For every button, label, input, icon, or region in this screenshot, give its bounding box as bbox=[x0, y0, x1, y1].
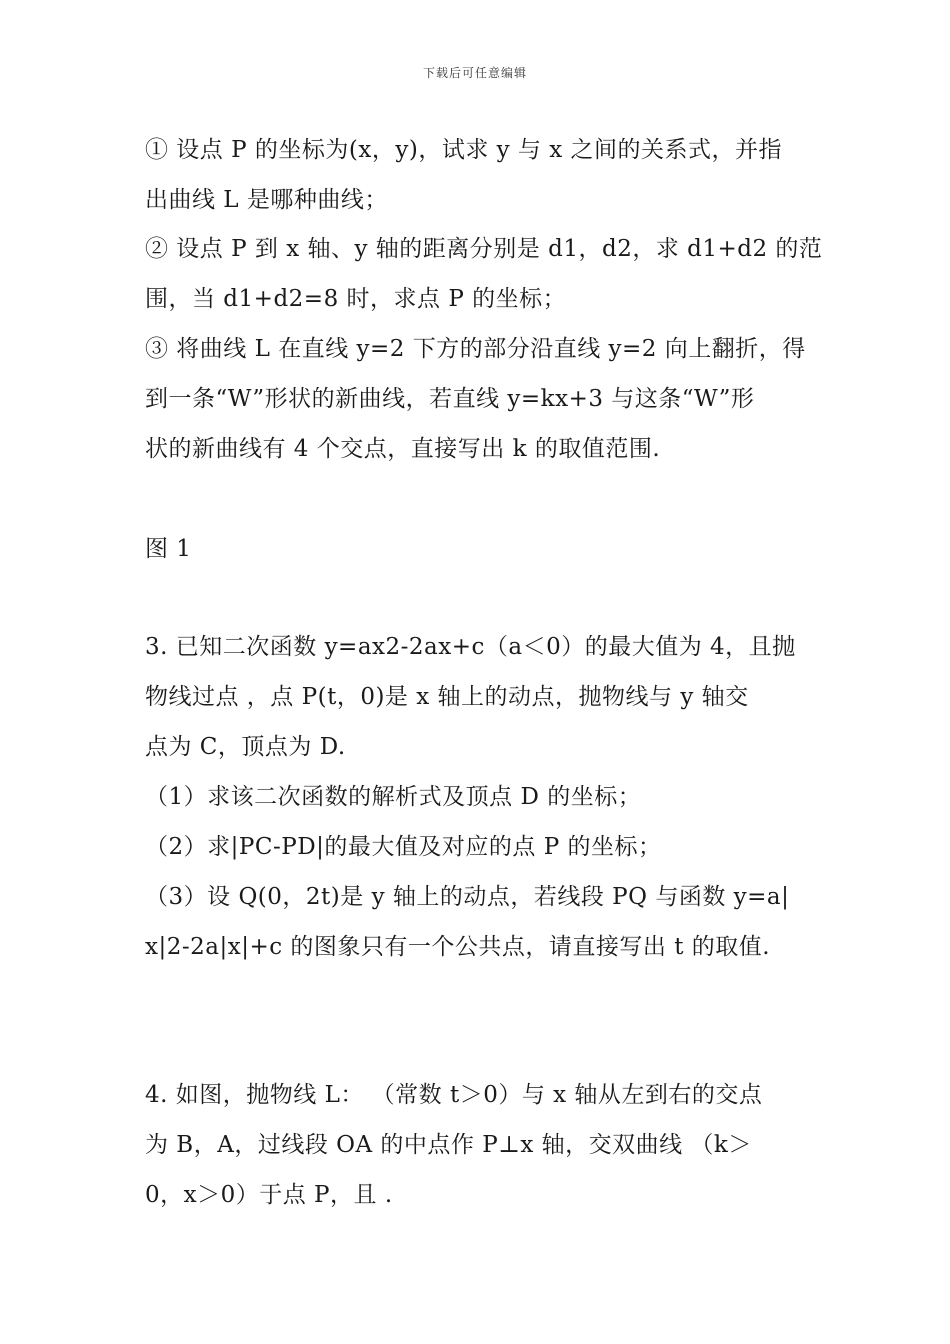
question-text-line: 围，当 d1+d2=8 时，求点 P 的坐标； bbox=[145, 286, 567, 312]
question-text-line: ② 设点 P 到 x 轴、y 轴的距离分别是 d1，d2，求 d1+d2 的范 bbox=[145, 236, 823, 262]
question-text-line: 3. 已知二次函数 y=ax2-2ax+c（a＜0）的最大值为 4，且抛 bbox=[145, 634, 796, 660]
question-text-line: ③ 将曲线 L 在直线 y=2 下方的部分沿直线 y=2 向上翻折，得 bbox=[145, 336, 806, 362]
question-text-line: 为 B，A，过线段 OA 的中点作 P⊥x 轴，交双曲线 （k＞ bbox=[145, 1132, 752, 1158]
question-text-line: 状的新曲线有 4 个交点，直接写出 k 的取值范围. bbox=[145, 436, 661, 462]
question-text-line: x|2-2a|x|+c 的图象只有一个公共点，请直接写出 t 的取值. bbox=[145, 934, 771, 960]
page-header: 下载后可任意编辑 bbox=[422, 66, 527, 80]
question-text-line: 物线过点 ，点 P(t，0)是 x 轴上的动点，抛物线与 y 轴交 bbox=[145, 684, 749, 710]
question-text-line: 出曲线 L 是哪种曲线； bbox=[145, 187, 388, 213]
question-text-line: 点为 C，顶点为 D. bbox=[145, 734, 346, 760]
question-text-line: 0，x＞0）于点 P，且 . bbox=[145, 1182, 393, 1208]
question-text-line: 到一条“W”形状的新曲线，若直线 y=kx+3 与这条“W”形 bbox=[145, 386, 755, 412]
question-text-line: （2）求|PC-PD|的最大值及对应的点 P 的坐标； bbox=[145, 834, 662, 860]
question-text-line: （1）求该二次函数的解析式及顶点 D 的坐标； bbox=[145, 784, 642, 810]
figure-label: 图 1 bbox=[145, 536, 192, 562]
question-text-line: （3）设 Q(0，2t)是 y 轴上的动点，若线段 PQ 与函数 y=a| bbox=[145, 884, 790, 910]
question-text-line: 4. 如图，抛物线 L： （常数 t＞0）与 x 轴从左到右的交点 bbox=[145, 1082, 763, 1108]
question-text-line: ① 设点 P 的坐标为(x，y)，试求 y 与 x 之间的关系式，并指 bbox=[145, 137, 783, 163]
